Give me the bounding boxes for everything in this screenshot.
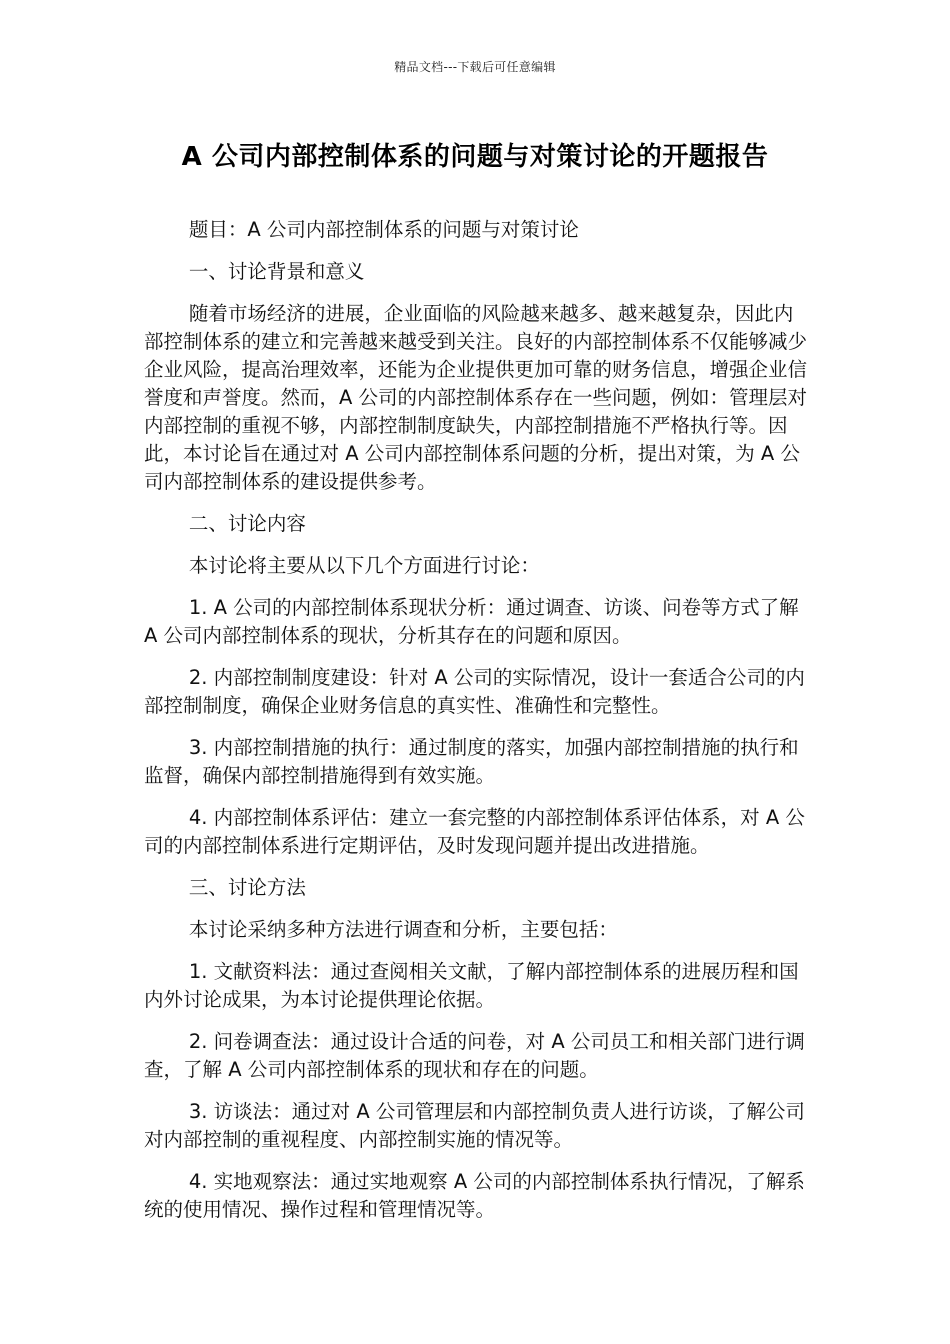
method-item-4: 4. 实地观察法：通过实地观察 A 公司的内部控制体系执行情况，了解系统的使用情况、操作过程和管理情况等。	[144, 1170, 805, 1221]
document-body	[144, 216, 808, 1238]
section-heading-methods: 三、讨论方法	[188, 876, 306, 899]
document-title: A 公司内部控制体系的问题与对策讨论的开题报告	[181, 142, 769, 172]
content-item-1: 1. A 公司的内部控制体系现状分析：通过调查、访谈、问卷等方式了解 A 公司内部控制体系的现状，分析其存在的问题和原因。	[144, 596, 799, 647]
method-item-1: 1. 文献资料法：通过查阅相关文献，了解内部控制体系的进展历程和国内外讨论成果，为本讨论提供理论依据。	[144, 960, 799, 1011]
topic-line: 题目：A 公司内部控制体系的问题与对策讨论	[188, 218, 579, 241]
content-item-3: 3. 内部控制措施的执行：通过制度的落实，加强内部控制措施的执行和监督，确保内部控制措施得到有效实施。	[144, 736, 799, 787]
content-item-2: 2. 内部控制制度建设：针对 A 公司的实际情况，设计一套适合公司的内部控制制度，确保企业财务信息的真实性、准确性和完整性。	[144, 666, 805, 717]
method-item-2: 2. 问卷调查法：通过设计合适的问卷，对 A 公司员工和相关部门进行调查，了解 A 公司内部控制体系的现状和存在的问题。	[144, 1030, 805, 1081]
section-heading-background: 一、讨论背景和意义	[188, 260, 365, 283]
background-paragraph: 随着市场经济的进展，企业面临的风险越来越多、越来越复杂，因此内部控制体系的建立和完善越来越受到关注。良好的内部控制体系不仅能够减少企业风险，提高治理效率，还能为企业提供更加可靠的财务信息，增强企业信誉度和声誉度。然而，A 公司的内部控制体系存在一些问题，例如：管理层对内部控制的重视不够，内部控制制度缺失，内部控制措施不严格执行等。因此，本讨论旨在通过对 A 公司内部控制体系问题的分析，提出对策，为 A 公司内部控制体系的建设提供参考。	[144, 302, 808, 493]
method-item-3: 3. 访谈法：通过对 A 公司管理层和内部控制负责人进行访谈，了解公司对内部控制的重视程度、内部控制实施的情况等。	[144, 1100, 805, 1151]
header-note: 精品文档---下载后可任意编辑	[394, 60, 556, 74]
section-heading-content: 二、讨论内容	[188, 512, 306, 535]
content-intro: 本讨论将主要从以下几个方面进行讨论：	[188, 554, 540, 577]
content-item-4: 4. 内部控制体系评估：建立一套完整的内部控制体系评估体系，对 A 公司的内部控制体系进行定期评估，及时发现问题并提出改进措施。	[144, 806, 805, 857]
methods-intro: 本讨论采纳多种方法进行调查和分析，主要包括：	[188, 918, 618, 941]
